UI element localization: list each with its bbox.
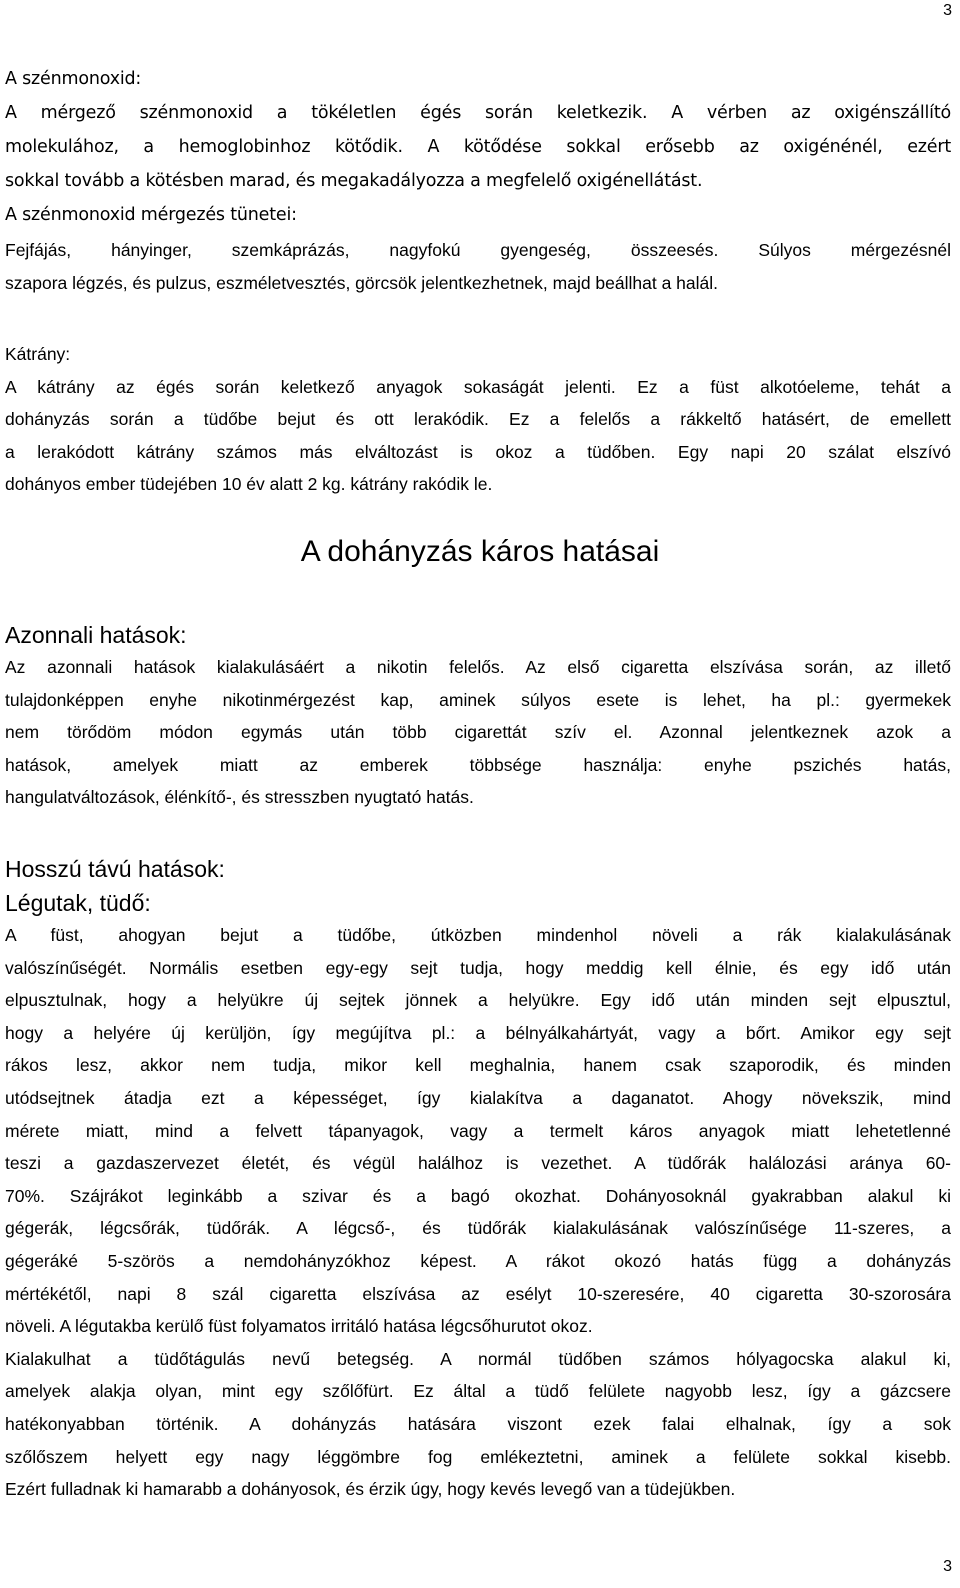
hosszu-line: A füst, ahogyan bejut a tüdőbe, útközben mindenhol növeli a rák kialakulásának [5, 925, 951, 945]
katrany-section [5, 338, 951, 501]
katrany-line: a lerakódott kátrány számos más elváltozást is okoz a tüdőben. Egy napi 20 szálat elszívó [5, 441, 951, 462]
azonnali-line: nem törődöm módon egymás után több cigarettát szív el. Azonnal jelentkeznek azok a [5, 722, 951, 743]
hosszu-line: 70%. Szájrákot leginkább a szivar és a bagó okozhat. Dohányosoknál gyakrabban alakul ki [5, 1185, 951, 1206]
hosszu-section [5, 852, 951, 1506]
hosszu-line: rákos lesz, akkor nem tudja, mikor kell meghalnia, hanem csak szaporodik, és minden [5, 1055, 951, 1076]
hosszu-line: növeli. A légutakba kerülő füst folyamatos irritáló hatása légcsőhurutot okoz. [5, 1316, 593, 1337]
co-symptoms-heading: A szénmonoxid mérgezés tünetei: [5, 205, 297, 225]
hosszu-line: gégeráké 5-szörös a nemdohányzókhoz képest. A rákot okozó hatás függ a dohányzás [5, 1250, 951, 1271]
co-heading: A szénmonoxid: [5, 69, 142, 89]
co-symptoms-line: Fejfájás, hányinger, szemkáprázás, nagyfokú gyengeség, összeesés. Súlyos mérgezésnél [5, 240, 951, 260]
hosszu-line: valószínűségét. Normális esetben egy-egy sejt tudja, hogy meddig kell élnie, és egy idő után [5, 957, 951, 978]
hosszu-line: gégerák, légcsőrák, tüdőrák. A légcső-, és tüdőrák kialakulásának valószínűsége 11-szeres, a [5, 1218, 951, 1239]
katrany-line: dohányzás során a tüdőbe bejut és ott lerakódik. Ez a felelős a rákkeltő hatásért, de emellett [5, 409, 951, 430]
azonnali-section [5, 618, 951, 814]
hosszu-line: hogy a helyére új kerüljön, így megújítva pl.: a bélnyálkahártyát, vagy a bőrt. Amikor egy sejt [5, 1022, 951, 1043]
hosszu-heading: Hosszú távú hatások: [5, 856, 225, 882]
hosszu-line: elpusztulnak, hogy a helyükre új sejtek jönnek a helyükre. Egy idő után minden sejt elpusztul, [5, 990, 951, 1011]
co-symptoms-line: szapora légzés, és pulzus, eszméletvesztés, görcsök jelentkezhetnek, majd beállhat a halál. [5, 272, 719, 293]
azonnali-line: Az azonnali hatások kialakulásáért a nikotin felelős. Az első cigaretta elszívása során, az illető [5, 657, 951, 677]
co-line: sokkal tovább a kötésben marad, és megakadályozza a megfelelő oxigénellátást. [5, 171, 703, 191]
co-section [5, 62, 951, 299]
hosszu-line: hatékonyabban történik. A dohányzás hatására viszont ezek falai elhalnak, így a sok [5, 1413, 951, 1434]
hosszu-line: utódsejtnek átadja ezt a képességet, így kialakítva a daganatot. Ahogy növekszik, mind [5, 1087, 951, 1108]
page-title: A dohányzás káros hatásai [300, 535, 660, 568]
azonnali-line: tulajdonképpen enyhe nikotinmérgezést kap, aminek súlyos esete is lehet, ha pl.: gyermekek [5, 689, 951, 710]
legutak-subheading: Légutak, tüdő: [5, 890, 151, 916]
azonnali-heading: Azonnali hatások: [5, 622, 187, 648]
hosszu-line: Ezért fulladnak ki hamarabb a dohányosok, és érzik úgy, hogy kevés levegő van a tüdejükben. [5, 1479, 736, 1500]
katrany-line: A kátrány az égés során keletkező anyagok sokaságát jelenti. Ez a füst alkotóeleme, tehát a [5, 376, 951, 397]
hosszu-line: Kialakulhat a tüdőtágulás nevű betegség. A normál tüdőben számos hólyagocska alakul ki, [5, 1348, 951, 1369]
hosszu-line: szőlőszem helyett egy nagy léggömbre fog emlékeztetni, aminek a felülete sokkal kisebb. [5, 1446, 951, 1467]
katrany-line: dohányos ember tüdejében 10 év alatt 2 kg. kátrány rakódik le. [5, 474, 493, 495]
azonnali-line: hatások, amelyek miatt az emberek többsége használja: enyhe pszichés hatás, [5, 754, 951, 775]
co-line: molekulához, a hemoglobinhoz kötődik. A kötődése sokkal erősebb az oxigénénél, ezért [5, 137, 951, 157]
hosszu-line: amelyek alakja olyan, mint egy szőlőfürt. Ez által a tüdő felülete nagyobb lesz, így a gázcsere [5, 1381, 951, 1402]
azonnali-line: hangulatváltozások, élénkítő-, és stresszben nyugtató hatás. [5, 787, 474, 808]
co-line: A mérgező szénmonoxid a tökéletlen égés során keletkezik. A vérben az oxigénszállító [5, 103, 951, 123]
page-number-top: 3 [943, 2, 952, 19]
katrany-heading: Kátrány: [5, 344, 71, 364]
hosszu-line: mérete miatt, mind a felvett tápanyagok, vagy a termelt káros anyagok miatt lehetetlenné [5, 1120, 951, 1141]
hosszu-line: teszi a gazdaszervezet életét, és végül halálhoz is vezethet. A tüdőrák halálozási aránya 60- [5, 1153, 951, 1174]
hosszu-line: mértékétől, napi 8 szál cigaretta elszívása az esélyt 10-szeresére, 40 cigaretta 30-szorosára [5, 1283, 951, 1304]
page-number-bottom: 3 [943, 1558, 952, 1575]
